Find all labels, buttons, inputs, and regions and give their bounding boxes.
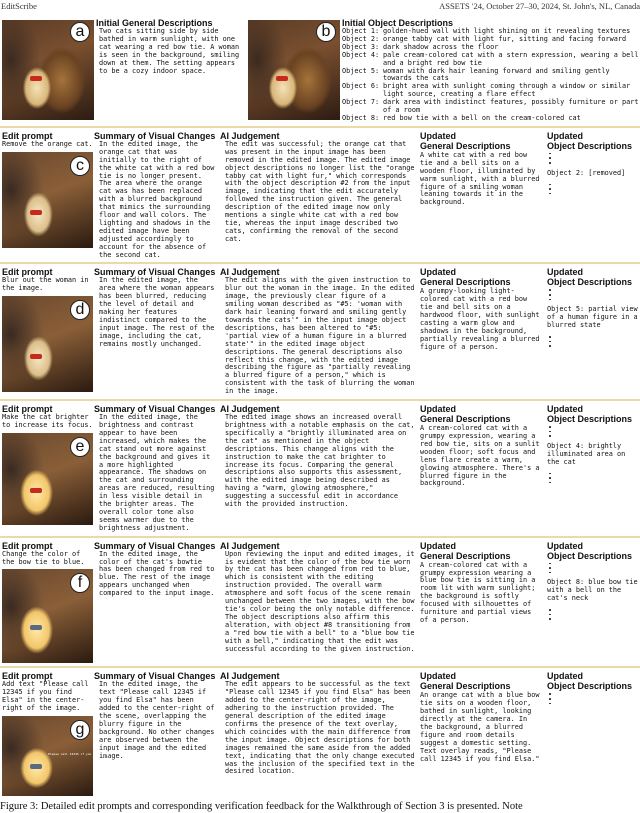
updated-general-text: An orange cat with a blue bow tie sits on a wooden floor, bathed in sunlight, looking directly at the camera. In the background, a blurred figure and room details suggest a domestic setting. Text overlay reads, "Please call 12345 if you find Elsa." xyxy=(420,691,540,763)
edit-prompt-text: Make the cat brighter to increase its focus. xyxy=(2,413,93,429)
section-title: Initial Object Descriptions xyxy=(342,18,454,28)
general-descriptions-title: General Descriptions xyxy=(420,140,511,151)
bow-tie xyxy=(276,76,288,81)
updated-general-text: A white cat with a red bow tie and a bell sits on a wooden floor, illuminated by warm sunlight, with a blurred figure of a smiling woman leaning towards it in the background. xyxy=(420,150,540,207)
object-key: Object 4: xyxy=(342,50,380,59)
object-description-item xyxy=(342,83,640,99)
edited-image xyxy=(2,296,93,392)
judgement-cell xyxy=(220,541,418,654)
object-key: Object 3: xyxy=(342,42,380,51)
updated-title: Updated xyxy=(547,540,583,551)
summary-text: In the edited image, the area where the woman appears has been blurred, reducing the level of detail and making her features indistinct compared to the input image. The rest of the image, including the cat, remains mostly unchanged. xyxy=(99,276,215,348)
page-header xyxy=(0,0,640,14)
updated-general-text: A cream-colored cat with a grumpy expression wearing a blue bow tie is sitting in a room lit with warm sunlight; the background is softly focused with silhouettes of furniture and partial views of a person. xyxy=(420,560,536,624)
updated-title: Updated xyxy=(420,404,456,415)
updated-general-text: A cream-colored cat with a grumpy expression, wearing a red bow tie, sits on a sunlit wooden floor; soft focus and lens flare create a warm, glowing atmosphere. There's a blurred figure in the background. xyxy=(420,424,540,488)
judgement-title: AI Judgement xyxy=(220,540,280,551)
summary-cell xyxy=(94,131,219,260)
object-value: golden-hued wall with light shining on it revealing textures xyxy=(383,27,631,35)
judgement-title: AI Judgement xyxy=(220,404,280,415)
object-value: red bow tie with a bell on the cream-colored cat xyxy=(383,113,581,122)
edit-prompt-title: Edit prompt xyxy=(2,540,53,551)
updated-title: Updated xyxy=(420,130,456,141)
edit-prompt-text: Add text "Please call 12345 if you find Elsa" in the center-right of the image. xyxy=(2,680,89,713)
judgement-text: The edit appears to be successful as the text "Please call 12345 if you find Elsa" has been added to the center-right of the image, adhering to the instruction provided. The general description of the edited image confirms the presence of the text overlay, which coincides with the main difference from the input image. Object descriptions for both images remained the same aside from the added text, indicating that the only change executed was the inclusion of the specified text in the desired location. xyxy=(225,680,415,776)
general-descriptions-title: General Descriptions xyxy=(420,414,511,425)
updated-object-cell xyxy=(544,541,639,623)
edit-prompt-title: Edit prompt xyxy=(2,671,53,682)
judgement-cell xyxy=(220,131,418,244)
judgement-title: AI Judgement xyxy=(220,267,280,278)
object-key: Object 5: xyxy=(342,66,380,75)
judgement-title: AI Judgement xyxy=(220,130,280,141)
judgement-text: Upon reviewing the input and edited images, it is evident that the color of the bow tie worn by the cat has been changed from red to blue, which is consistent with the editing instruction provided. The overall warm atmosphere and soft focus of the scene remain unchanged between the two images, with the bow tie's color being the only notable difference. The object descriptions also affirm this alteration, with object #8 transitioning from a "red bow tie with a bell" to a "blue bow tie with a bell," indicating that the edit was successful according to the given instruction. xyxy=(225,549,415,653)
ellipsis-icon xyxy=(549,563,553,574)
general-descriptions-title: General Descriptions xyxy=(420,277,511,288)
text-overlay: Please call 12345 if you find Elsa xyxy=(48,752,110,757)
updated-object-text: Object 8: blue bow tie with a bell on the cat's neck xyxy=(547,578,638,603)
ellipsis-icon xyxy=(549,693,553,704)
summary-cell xyxy=(94,267,219,348)
object-key: Object 1: xyxy=(342,27,380,35)
summary-cell xyxy=(94,404,219,533)
summary-cell xyxy=(94,541,219,598)
ellipsis-icon xyxy=(549,473,553,484)
panel-label: d xyxy=(70,300,90,320)
edit-example-row xyxy=(0,128,640,265)
updated-title: Updated xyxy=(420,540,456,551)
updated-title: Updated xyxy=(420,671,456,682)
panel-label: b xyxy=(316,22,336,42)
initial-object-descriptions xyxy=(342,18,640,123)
object-description-item xyxy=(342,52,640,68)
summary-title: Summary of Visual Changes xyxy=(94,671,216,682)
edit-prompt-text: Blur out the woman in the image. xyxy=(2,276,89,293)
summary-title: Summary of Visual Changes xyxy=(94,404,216,415)
updated-general-cell xyxy=(418,131,544,207)
edited-image xyxy=(2,433,93,525)
updated-object-text: Object 2: [removed] xyxy=(547,168,626,177)
judgement-text: The edit was successful; the orange cat that was present in the input image has been removed in the edited image. The edited image object descriptions no longer list the "orange tabby cat with light fur," which corresponds with the object description #2 from the input image, indicating that the edit accurately followed the instruction given. The general description of the edited image now only mentions a single white cat with a red bow tie, whereas the input image described two cats, confirming the removal of the second cat. xyxy=(225,139,415,243)
general-descriptions-title: General Descriptions xyxy=(420,681,511,692)
summary-text: In the edited image, the brightness and contrast appear to have been increased, which makes the cat stand out more against the background and gives it a more highlighted appearance. The shadows on the cat and surrounding areas are reduced, resulting in less visible detail in the brighter areas. The overall color tone also seems warmer due to the brightness adjustment. xyxy=(99,413,215,532)
object-key: Object 6: xyxy=(342,82,380,91)
object-description-item xyxy=(342,99,640,115)
updated-title: Updated xyxy=(547,671,583,682)
ellipsis-icon xyxy=(549,609,553,620)
judgement-cell xyxy=(220,404,418,509)
edit-prompt-cell xyxy=(0,671,110,796)
panel-label: a xyxy=(70,22,90,42)
judgement-cell xyxy=(220,267,418,396)
summary-title: Summary of Visual Changes xyxy=(94,267,216,278)
object-description-item xyxy=(342,115,640,123)
updated-general-cell xyxy=(418,671,544,763)
edited-image xyxy=(2,716,110,796)
summary-text: In the edited image, the orange cat that was initially to the right of the white cat with a red bow tie is no longer present. The area where the orange cat was has been replaced with a blurred background that mimics the surrounding floor and wall colors. The lighting and shadows in the edited image have been adjusted accordingly to account for the absence of the second cat. xyxy=(99,139,215,259)
panel-label: g xyxy=(70,720,90,740)
summary-title: Summary of Visual Changes xyxy=(94,540,216,551)
object-key: Object 7: xyxy=(342,98,380,107)
initial-general-descriptions xyxy=(96,18,246,75)
bow-tie xyxy=(30,76,42,81)
bow-tie xyxy=(30,488,42,493)
edit-prompt-cell xyxy=(0,404,94,525)
object-key: Object 2: xyxy=(342,34,380,43)
edit-prompt-title: Edit prompt xyxy=(2,267,53,278)
panel-label: c xyxy=(70,156,90,176)
general-description-text: Two cats sitting side by side bathed in warm sunlight, with one cat wearing a red bow tie. A woman is seen in the background, smiling down at them. The setting appears to be a cozy indoor space. xyxy=(99,27,240,75)
updated-title: Updated xyxy=(547,404,583,415)
bow-tie xyxy=(30,354,42,359)
running-title: EditScribe xyxy=(1,1,37,11)
ellipsis-icon xyxy=(549,184,553,195)
segmented-image xyxy=(248,20,340,120)
updated-title: Updated xyxy=(420,267,456,278)
updated-general-cell xyxy=(418,541,544,625)
updated-general-cell xyxy=(418,404,544,488)
edit-prompt-title: Edit prompt xyxy=(2,404,53,415)
edit-prompt-cell xyxy=(0,267,94,392)
updated-object-cell xyxy=(544,671,639,707)
updated-general-cell xyxy=(418,267,544,351)
judgement-text: The edit aligns with the given instruction to blur out the woman in the image. In the edited image, the previously clear figure of a smiling woman described as "#5: 'woman with dark hair leaning forward and smiling gently towards the cats'" in the input image object descriptions, has been altered to "#5: 'partial view of a human figure in a blurred state'" in the edited image object descriptions. The general descriptions also reflect this change, with the edited image describing the figure as "partially revealing a blurred figure of a person," which is consistent with the task of blurring the woman in the image. xyxy=(225,276,415,396)
object-descriptions-title: Object Descriptions xyxy=(547,550,633,561)
section-title: Initial General Descriptions xyxy=(96,18,213,28)
judgement-title: AI Judgement xyxy=(220,671,280,682)
object-descriptions-title: Object Descriptions xyxy=(547,140,633,151)
object-key: Object 8: xyxy=(342,113,380,122)
ellipsis-icon xyxy=(549,153,553,164)
updated-object-text: Object 4: brightly illuminated area on the cat xyxy=(547,441,626,466)
updated-general-text: A grumpy-looking light-colored cat with a red bow tie and bell sits on a hardwood floor, with sunlight casting a warm glow and shadows in the background, partially revealing a blurred figure of a person. xyxy=(420,287,540,351)
edit-prompt-text: Change the color of the bow tie to blue. xyxy=(2,549,85,566)
object-descriptions-title: Object Descriptions xyxy=(547,277,633,288)
ellipsis-icon xyxy=(549,426,553,437)
updated-title: Updated xyxy=(547,130,583,141)
edit-example-row xyxy=(0,538,640,669)
updated-object-cell xyxy=(544,267,639,349)
object-value: dark area with indistinct features, possibly furniture or part of a room xyxy=(383,98,639,115)
edit-prompt-title: Edit prompt xyxy=(2,130,53,141)
object-value: pale cream-colored cat with a stern expression, wearing a bell and a bright red bow tie xyxy=(383,50,639,67)
object-value: dark shadow across the floor xyxy=(383,42,499,51)
object-descriptions-title: Object Descriptions xyxy=(547,681,633,692)
panel-label: e xyxy=(70,437,90,457)
edit-example-row xyxy=(0,668,640,799)
edit-example-row xyxy=(0,264,640,401)
initial-descriptions-row xyxy=(0,14,640,128)
summary-text: In the edited image, the text "Please call 12345 if you find Elsa" has been added to the center-right of the scene, overlapping the blurry figure in the background. No other changes are observed between the input image and the edited image. xyxy=(99,680,215,760)
edited-image xyxy=(2,569,93,663)
ellipsis-icon xyxy=(549,336,553,347)
edit-prompt-text: Remove the orange cat. xyxy=(2,139,93,148)
updated-object-cell xyxy=(544,404,639,486)
edit-prompt-cell xyxy=(0,131,94,248)
summary-text: In the edited image, the color of the cat's bowtie has been changed from red to blue. The rest of the image appears unchanged when compared to the input image. xyxy=(99,549,215,598)
bow-tie xyxy=(30,210,42,215)
bow-tie xyxy=(30,625,42,630)
updated-title: Updated xyxy=(547,267,583,278)
ellipsis-icon xyxy=(549,289,553,300)
input-image xyxy=(2,20,94,120)
object-description-item xyxy=(342,68,640,84)
summary-title: Summary of Visual Changes xyxy=(94,130,216,141)
updated-object-cell xyxy=(544,131,639,197)
object-value: bright area with sunlight coming through a window or similar light source, creating a flare effect xyxy=(383,82,631,99)
updated-object-text: Object 5: partial view of a human figure in a blurred state xyxy=(547,305,638,330)
bow-tie xyxy=(30,764,42,769)
summary-cell xyxy=(94,671,219,760)
object-descriptions-title: Object Descriptions xyxy=(547,414,633,425)
edit-prompt-cell xyxy=(0,541,94,664)
object-value: orange tabby cat with light fur, sitting and facing forward xyxy=(383,34,627,43)
conference-info: ASSETS '24, October 27–30, 2024, St. John's, NL, Canada xyxy=(439,1,640,11)
judgement-text: The edited image shows an increased overall brightness with a notable emphasis on the cat, specifically a "brightly illuminated area on the cat" as mentioned in the object descriptions. This change aligns with the instruction to make the cat brighter to increase its focus. Comparing the general descriptions also supports this assessment, with the edited image being described as having a "warm, glowing atmosphere," suggesting a successful edit in accordance with the provided instruction. xyxy=(225,413,415,509)
object-value: woman with dark hair leaning forward and smiling gently towards the cats xyxy=(383,66,610,83)
edited-image xyxy=(2,152,93,248)
edit-example-row xyxy=(0,401,640,538)
judgement-cell xyxy=(220,671,418,776)
panel-label: f xyxy=(70,573,90,593)
figure-caption: Figure 3: Detailed edit prompts and corresponding verification feedback for the Walkthrough of Section 3 is presented. Note xyxy=(0,801,523,813)
general-descriptions-title: General Descriptions xyxy=(420,550,511,561)
